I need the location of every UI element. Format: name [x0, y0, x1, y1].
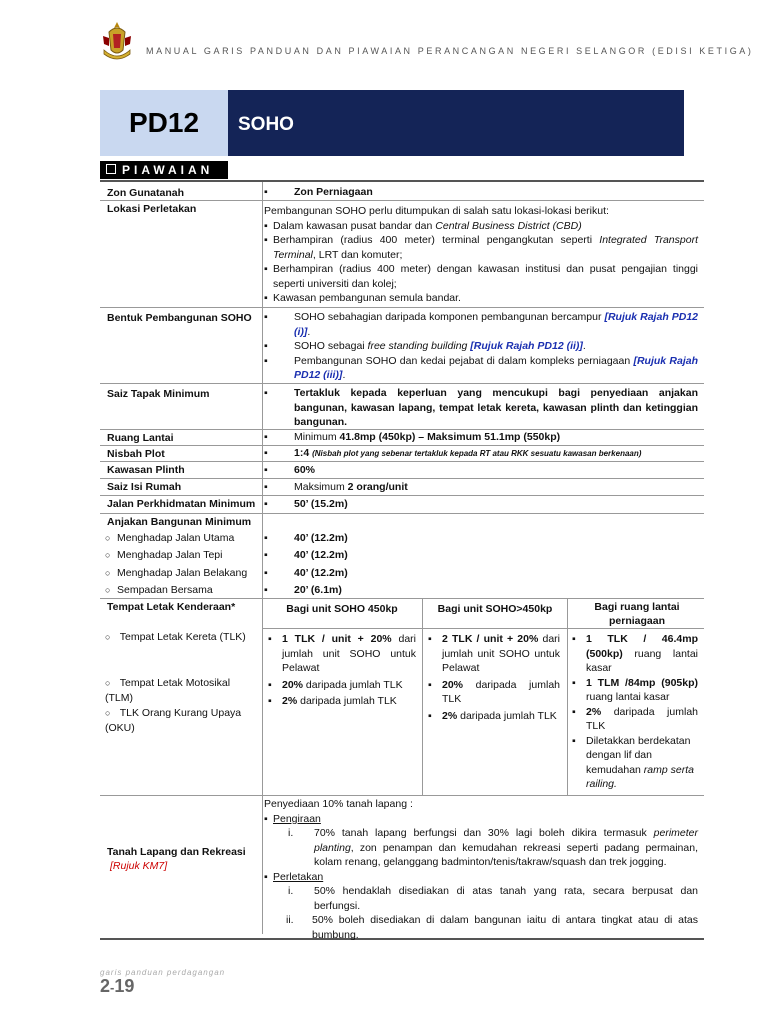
value-bentuk: ▪ SOHO sebahagian daripada komponen pembangunan bercampur [Rujuk Rajah PD12 (i)]. ▪ SOHO sebagai free standing building [Rujuk Rajah PD12 (ii)]. ▪ Pembangunan SOHO dan kedai pejabat di dalam kompleks perniagaan [Rujuk Rajah PD12 (iii)].	[264, 311, 698, 381]
row-line	[100, 383, 704, 384]
col-header-1: Bagi unit SOHO 450kp	[286, 603, 398, 615]
section-banner	[100, 90, 684, 156]
value-zon: ▪ Zon Perniagaan	[264, 186, 373, 198]
col-line	[567, 598, 568, 795]
section-code: PD12	[100, 90, 228, 156]
tlk-col-1: ▪ 1 TLK / unit + 20% dari jumlah unit SOHO untuk Pelawat ▪ 20% daripada jumlah TLK ▪ 2% daripada jumlah TLK	[268, 633, 416, 707]
label-anjakan: Anjakan Bangunan Minimum	[107, 516, 252, 528]
label-nisbah: Nisbah Plot	[107, 448, 165, 460]
sub-jalan-utama: ○ Menghadap Jalan Utama	[105, 532, 235, 544]
label-tanah: Tanah Lapang dan Rekreasi	[107, 846, 246, 858]
row-line	[262, 628, 704, 629]
value-lokasi: Pembangunan SOHO perlu ditumpukan di salah satu lokasi-lokasi berikut: ▪ Dalam kawasan pusat bandar dan Central Business District (CBD) ▪ Berhampiran (radius 400 meter) terminal pengangkutan seperti Integrated Transport Terminal, LRT dan komuter; ▪ Berhampiran (radius 400 meter) dengan kawasan institusi dan pusat pengajian tinggi seperti universiti dan kolej; ▪ Kawasan pembangunan semula bandar.	[264, 205, 698, 304]
row-line	[100, 795, 704, 796]
value-tanah: Penyediaan 10% tanah lapang : ▪ Pengiraan i. 70% tanah lapang berfungsi dan 30% lagi boleh dikira termasuk perimeter planting, zon penampan dan kemudahan rekreasi seperti padang permainan, kolam renang, gelanggang badminton/tenis/takraw/squash dan trek jogging. ▪ Perletakan i. 50% hendaklah disediakan di atas tanah yang rata, secara berpusat dan berfungsi. ii. 50% boleh disediakan di dalam bangunan iaitu di antara tingkat atau di atas bumbung.	[264, 798, 698, 941]
value-anjakan-2: ▪ 40’ (12.2m)	[264, 549, 348, 561]
row-line	[100, 478, 704, 479]
col-line	[422, 598, 423, 795]
piawaian-heading: PIAWAIAN	[100, 161, 228, 179]
value-anjakan-1: ▪ 40’ (12.2m)	[264, 532, 348, 544]
page-number: 2-19	[100, 976, 135, 996]
value-isi: ▪ Maksimum 2 orang/unit	[264, 481, 408, 493]
row-line	[100, 200, 704, 201]
col-header-2: Bagi unit SOHO>450kp	[437, 603, 553, 615]
value-saiz-tapak: ▪ Tertakluk kepada keperluan yang mencukupi bagi penyediaan anjakan bangunan, kawasan lapang, tempat letak kereta, kawasan plinth dan ketinggian bangunan.	[264, 387, 698, 428]
value-ruang: ▪ Minimum 41.8mp (450kp) – Maksimum 51.1mp (550kp)	[264, 431, 561, 443]
value-jalan: ▪ 50’ (15.2m)	[264, 498, 348, 510]
value-plinth: ▪ 60%	[264, 464, 316, 476]
tlk-col-2: ▪ 2 TLK / unit + 20% dari jumlah unit SOHO untuk Pelawat ▪ 20% daripada jumlah TLK ▪ 2% daripada jumlah TLK	[428, 633, 560, 722]
footer-tag: garis panduan perdagangan	[100, 968, 226, 977]
table-divider	[262, 182, 263, 934]
sub-jalan-belakang: ○ Menghadap Jalan Belakang	[105, 567, 248, 579]
row-line	[100, 513, 704, 514]
label-lokasi: Lokasi Perletakan	[107, 203, 197, 215]
sub-tlm: ○ Tempat Letak Motosikal (TLM)	[105, 677, 231, 704]
row-line	[100, 495, 704, 496]
value-nisbah: ▪ 1:4 (Nisbah plot yang sebenar tertakluk kepada RT atau RKK sesuatu kawasan berkenaan)	[264, 447, 642, 459]
checkbox-icon	[106, 164, 116, 174]
label-tlk: Tempat Letak Kenderaan*	[107, 601, 236, 613]
row-line	[100, 598, 704, 599]
label-isi: Saiz Isi Rumah	[107, 481, 182, 493]
section-name: SOHO	[228, 90, 684, 156]
page-header	[100, 20, 754, 70]
value-anjakan-4: ▪ 20’ (6.1m)	[264, 584, 342, 596]
label-bentuk: Bentuk Pembangunan SOHO	[107, 312, 252, 324]
tlk-col-3: ▪ 1 TLK / 46.4mp (500kp) ruang lantai kasar ▪ 1 TLM /84mp (905kp) ruang lantai kasar ▪ 2% daripada jumlah TLK ▪ Diletakkan berdekatan dengan lif dan kemudahan ramp serta railing.	[572, 633, 698, 790]
label-jalan: Jalan Perkhidmatan Minimum	[107, 498, 256, 510]
col-header-3: Bagi ruang lantai perniagaan	[594, 601, 680, 627]
sub-jalan-tepi: ○ Menghadap Jalan Tepi	[105, 549, 223, 561]
state-crest-logo	[100, 20, 134, 64]
label-saiz-tapak: Saiz Tapak Minimum	[107, 388, 210, 400]
label-ruang: Ruang Lantai	[107, 432, 174, 444]
sub-tlk-kereta: ○ Tempat Letak Kereta (TLK)	[105, 631, 246, 643]
row-line	[100, 307, 704, 308]
sub-oku: ○ TLK Orang Kurang Upaya (OKU)	[105, 707, 242, 734]
sub-sempadan: ○ Sempadan Bersama	[105, 584, 213, 596]
ref-km7: [Rujuk KM7]	[110, 860, 168, 872]
label-zon: Zon Gunatanah	[107, 187, 184, 199]
manual-title: MANUAL GARIS PANDUAN DAN PIAWAIAN PERANCANGAN NEGERI SELANGOR (EDISI KETIGA)	[146, 46, 754, 56]
value-anjakan-3: ▪ 40’ (12.2m)	[264, 567, 348, 579]
label-plinth: Kawasan Plinth	[107, 464, 185, 476]
